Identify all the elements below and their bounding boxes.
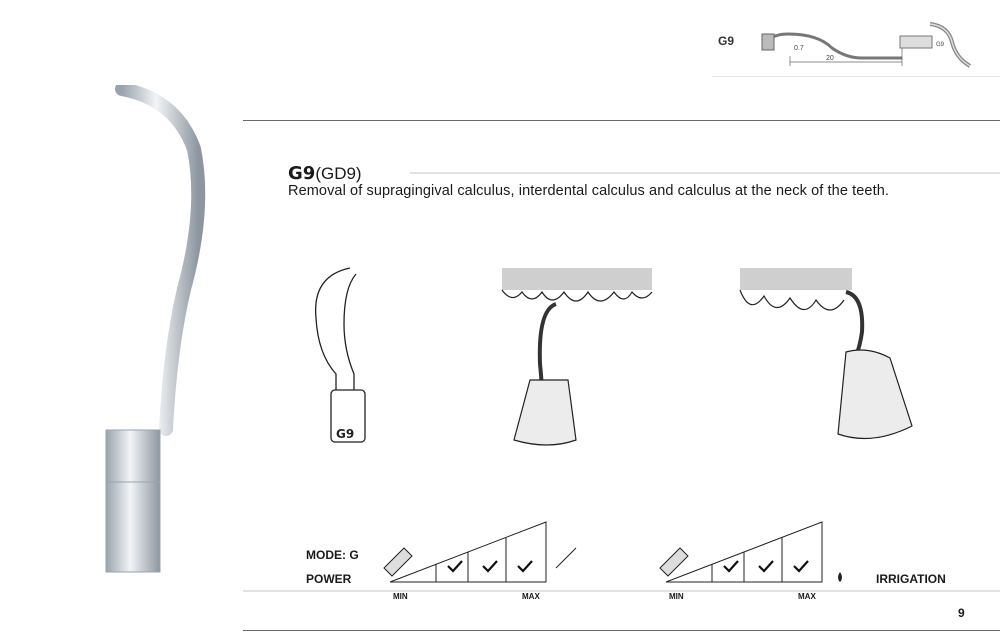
teeth-illustration-side	[738, 268, 928, 468]
settings-rule	[243, 590, 1000, 592]
power-min-label: MIN	[393, 592, 408, 601]
bottom-rule	[243, 630, 1000, 631]
tip-dimension-drawing	[750, 18, 1000, 74]
irrigation-check-3	[794, 561, 808, 571]
product-code: G9	[288, 163, 316, 184]
power-check-2	[483, 561, 497, 571]
irrigation-max-label: MAX	[798, 592, 816, 601]
water-drop-icon	[838, 572, 842, 582]
tip-engraving: G9	[336, 427, 355, 441]
tip-outline-drawing	[300, 262, 380, 452]
dimension-length: 20	[826, 55, 834, 62]
product-description: Removal of supragingival calculus, interdental calculus and calculus at the neck of the teeth.	[288, 183, 890, 199]
dimension-thread: G9	[936, 42, 945, 48]
irrigation-label: IRRIGATION	[876, 572, 946, 586]
teeth-illustration-front	[500, 268, 670, 468]
power-scale	[360, 516, 580, 596]
scaler-tip-large-image	[100, 85, 210, 575]
page-number: 9	[958, 606, 965, 620]
irrigation-min-label: MIN	[669, 592, 684, 601]
irrigation-scale	[636, 516, 856, 596]
power-label: POWER	[306, 572, 352, 586]
mode-label: MODE: G	[306, 548, 359, 562]
irrigation-check-1	[724, 561, 738, 571]
title-rule	[410, 172, 1000, 174]
product-alt-code: (GD9)	[315, 164, 362, 183]
top-rule	[243, 120, 1000, 121]
product-title	[288, 163, 362, 184]
tip-code-label: G9	[718, 34, 735, 48]
power-check-1	[448, 561, 462, 571]
dimension-angle: 0.7	[794, 45, 804, 52]
irrigation-check-2	[759, 561, 773, 571]
power-check-3	[518, 561, 532, 571]
power-max-label: MAX	[522, 592, 540, 601]
